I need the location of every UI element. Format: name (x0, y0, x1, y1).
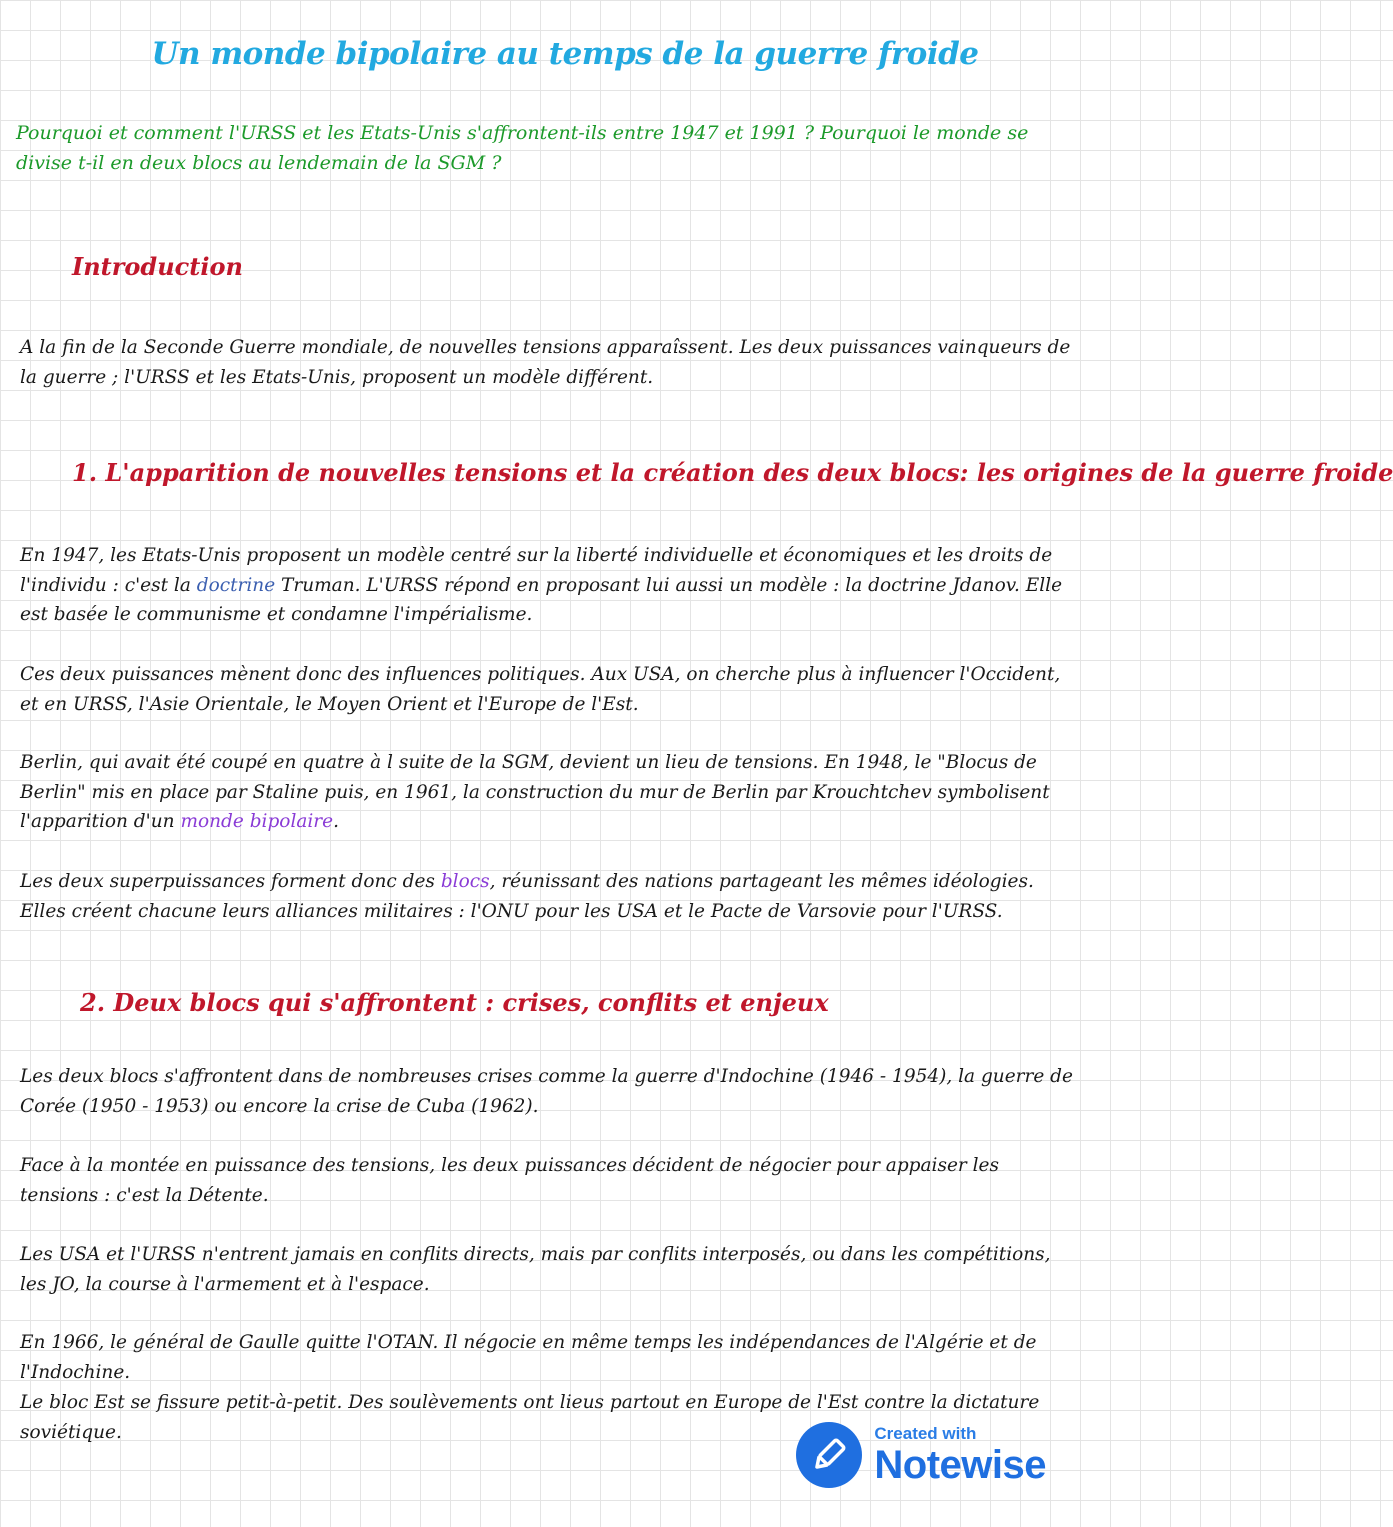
text-span: . (333, 811, 339, 832)
text-span: En 1947, les Etats-Unis proposent un modèle centré sur la liberté individuelle et économiques et les droits de l'individu : c'est la (20, 545, 1053, 596)
text-span: Berlin, qui avait été coupé en quatre à l suite de la SGM, devient un lieu de tensions. En 1948, le "Blocus de Berlin" mis en place par Staline puis, en 1961, la construction du mur de Berlin par Krouchtchev symbolisent l'apparition d'un (20, 752, 1050, 832)
intro-paragraph: A la fin de la Seconde Guerre mondiale, de nouvelles tensions apparaîssent. Les deux puissances vainqueurs de la guerre ; l'URSS et les Etats-Unis, proposent un modèle différent. (20, 337, 1071, 388)
section1-paragraph-4 (20, 867, 1078, 926)
badge-created-with: Created with (874, 1424, 977, 1443)
keyword-doctrine: doctrine (196, 574, 276, 596)
guiding-question: Pourquoi et comment l'URSS et les Etats-Unis s'affrontent-ils entre 1947 et 1991 ? Pourquoi le monde se divise t-il en deux blocs au lendemain de la SGM ? (16, 122, 1029, 174)
section2-paragraph-5: Le bloc Est se fissure petit-à-petit. Des soulèvements ont lieus partout en Europe de l'Est contre la dictature soviétique. (20, 1392, 1040, 1443)
badge-text (874, 1424, 1046, 1486)
section1-paragraph-2: Ces deux puissances mènent donc des influences politiques. Aux USA, on cherche plus à influencer l'Occident, et en URSS, l'Asie Orientale, le Moyen Orient et l'Europe de l'Est. (20, 664, 1061, 715)
section1-heading: 1. L'apparition de nouvelles tensions et la création des deux blocs: les origines de la guerre froide (72, 458, 1393, 487)
section2-paragraph-3: Les USA et l'URSS n'entrent jamais en conflits directs, mais par conflits interposés, ou dans les compétitions, les JO, la course à l'armement et à l'espace. (20, 1244, 1051, 1295)
pencil-icon (796, 1422, 862, 1488)
text-span: Les deux superpuissances forment donc des (20, 871, 441, 892)
section2-paragraph-1: Les deux blocs s'affrontent dans de nombreuses crises comme la guerre d'Indochine (1946 - 1954), la guerre de Corée (1950 - 1953) ou encore la crise de Cuba (1962). (20, 1066, 1073, 1117)
section2-paragraph-4: En 1966, le général de Gaulle quitte l'OTAN. Il négocie en même temps les indépendances de l'Algérie et de l'Indochine. (20, 1332, 1037, 1383)
text-span: , réunissant des nations partageant les mêmes idéologies. (489, 871, 1034, 892)
text-span: Truman. L'URSS répond en proposant lui aussi un modèle : la doctrine Jdanov. Elle est basée le communisme et condamne l'impérialisme. (20, 574, 1063, 625)
section1-paragraph-1 (20, 541, 1078, 630)
notewise-badge (796, 1422, 1046, 1488)
section1-paragraph-3 (20, 748, 1078, 837)
keyword-blocs: blocs (440, 871, 490, 892)
keyword-monde-bipolaire: monde bipolaire (180, 811, 334, 832)
section2-heading: 2. Deux blocs qui s'affrontent : crises, conflits et enjeux (80, 988, 829, 1017)
text-span: Elles créent chacune leurs alliances militaires : l'ONU pour les USA et le Pacte de Varsovie pour l'URSS. (20, 900, 1003, 922)
badge-brand-name: Notewise (874, 1443, 1046, 1487)
intro-heading: Introduction (72, 252, 243, 281)
section2-paragraph-2: Face à la montée en puissance des tensions, les deux puissances décident de négocier pour appaiser les tensions : c'est la Détente. (20, 1155, 999, 1206)
page-title: Un monde bipolaire au temps de la guerre froide (151, 36, 979, 72)
